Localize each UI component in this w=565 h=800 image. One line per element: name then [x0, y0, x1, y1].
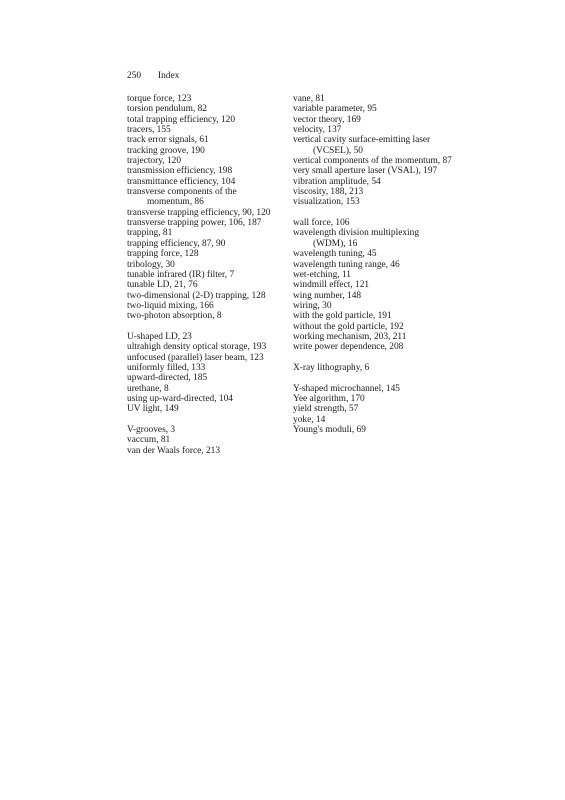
index-entry: track error signals, 61	[127, 135, 209, 146]
page-header	[127, 70, 179, 82]
index-entry: wing number, 148	[293, 290, 362, 301]
index-entry: using up-ward-directed, 104	[127, 393, 233, 404]
index-entry: tracers, 155	[127, 125, 171, 136]
index-entry: V-grooves, 3	[127, 425, 176, 435]
index-entry: transmission efficiency, 198	[127, 166, 233, 177]
index-entry: torsion pendulum, 82	[127, 104, 207, 115]
index-entry: trajectory, 120	[127, 156, 182, 167]
index-entry: yoke, 14	[293, 414, 326, 425]
index-entry: yield strength, 57	[293, 404, 359, 415]
index-entry: ultrahigh density optical storage, 193	[127, 342, 267, 353]
index-entry: write power dependence, 208	[293, 342, 404, 353]
index-entry: wavelength division multiplexing (WDM), 16	[293, 228, 420, 249]
index-entry: two-dimensional (2-D) trapping, 128	[127, 290, 266, 301]
index-entry: visualization, 153	[293, 197, 360, 208]
index-entry: working mechanism, 203, 211	[293, 331, 407, 342]
page-title: Index	[158, 71, 180, 81]
index-column-left	[127, 94, 279, 456]
index-entry: wall force, 106	[293, 218, 350, 229]
index-entry: wavelength tuning range, 46	[293, 259, 400, 270]
index-entry: trapping efficiency, 87, 90	[127, 238, 226, 249]
index-entry: U-shaped LD, 23	[127, 331, 192, 342]
index-entry: vertical cavity surface-emitting laser (VCSEL), 50	[293, 135, 431, 156]
index-entry: with the gold particle, 191	[293, 311, 392, 322]
index-entry: vane, 81	[293, 94, 325, 104]
index-entry: tracking groove, 190	[127, 145, 205, 156]
index-entry: velocity, 137	[293, 125, 342, 136]
index-column-right	[293, 94, 453, 435]
index-entry: two-liquid mixing, 166	[127, 300, 214, 311]
index-entry: transmittance efficiency, 104	[127, 176, 236, 187]
index-entry: X-ray lithography, 6	[293, 362, 370, 373]
section-gap	[293, 373, 453, 383]
index-entry: tunable LD, 21, 76	[127, 280, 198, 291]
index-entry: vector theory, 169	[293, 114, 361, 125]
index-entry: tribology, 30	[127, 259, 175, 270]
index-entry: total trapping efficiency, 120	[127, 114, 236, 125]
page-number: 250	[127, 71, 142, 81]
index-entry: wavelength tuning, 45	[293, 249, 377, 260]
section-gap	[127, 322, 279, 332]
index-entry: UV light, 149	[127, 404, 179, 415]
index-entry: vertical components of the momentum, 87	[293, 156, 452, 167]
index-entry: very small aperture laser (VSAL), 197	[293, 166, 438, 177]
index-entry: uniformly filled, 133	[127, 362, 206, 373]
index-entry: wiring, 30	[293, 300, 332, 311]
index-entry: transverse components of the momentum, 86	[127, 187, 237, 208]
index-entry: Yee algorithm, 170	[293, 393, 365, 404]
index-entry: unfocused (parallel) laser beam, 123	[127, 352, 264, 363]
index-entry: urethane, 8	[127, 383, 169, 394]
index-entry: two-photon absorption, 8	[127, 311, 222, 322]
index-entry: upward-directed, 185	[127, 373, 208, 384]
index-entry: trapping, 81	[127, 228, 173, 239]
index-entry: without the gold particle, 192	[293, 321, 404, 332]
section-gap	[293, 353, 453, 363]
index-entry: torque force, 123	[127, 94, 192, 104]
index-entry: windmill effect, 121	[293, 280, 370, 291]
index-entry: vaccum, 81	[127, 435, 171, 446]
section-gap	[127, 415, 279, 425]
index-entry: transverse trapping efficiency, 90, 120	[127, 207, 271, 218]
index-entry: vibration amplitude, 54	[293, 176, 381, 187]
index-entry: transverse trapping power, 106, 187	[127, 218, 262, 229]
index-entry: Y-shaped microchannel, 145	[293, 383, 400, 394]
index-entry: viscosity, 188, 213	[293, 187, 364, 198]
index-entry: van der Waals force, 213	[127, 445, 221, 456]
index-entry: variable parameter, 95	[293, 104, 377, 115]
section-gap	[293, 208, 453, 218]
index-entry: tunable infrared (IR) filter, 7	[127, 269, 235, 280]
index-entry: wet-etching, 11	[293, 269, 351, 280]
index-entry: trapping force, 128	[127, 249, 199, 260]
index-entry: Young's moduli, 69	[293, 425, 366, 435]
